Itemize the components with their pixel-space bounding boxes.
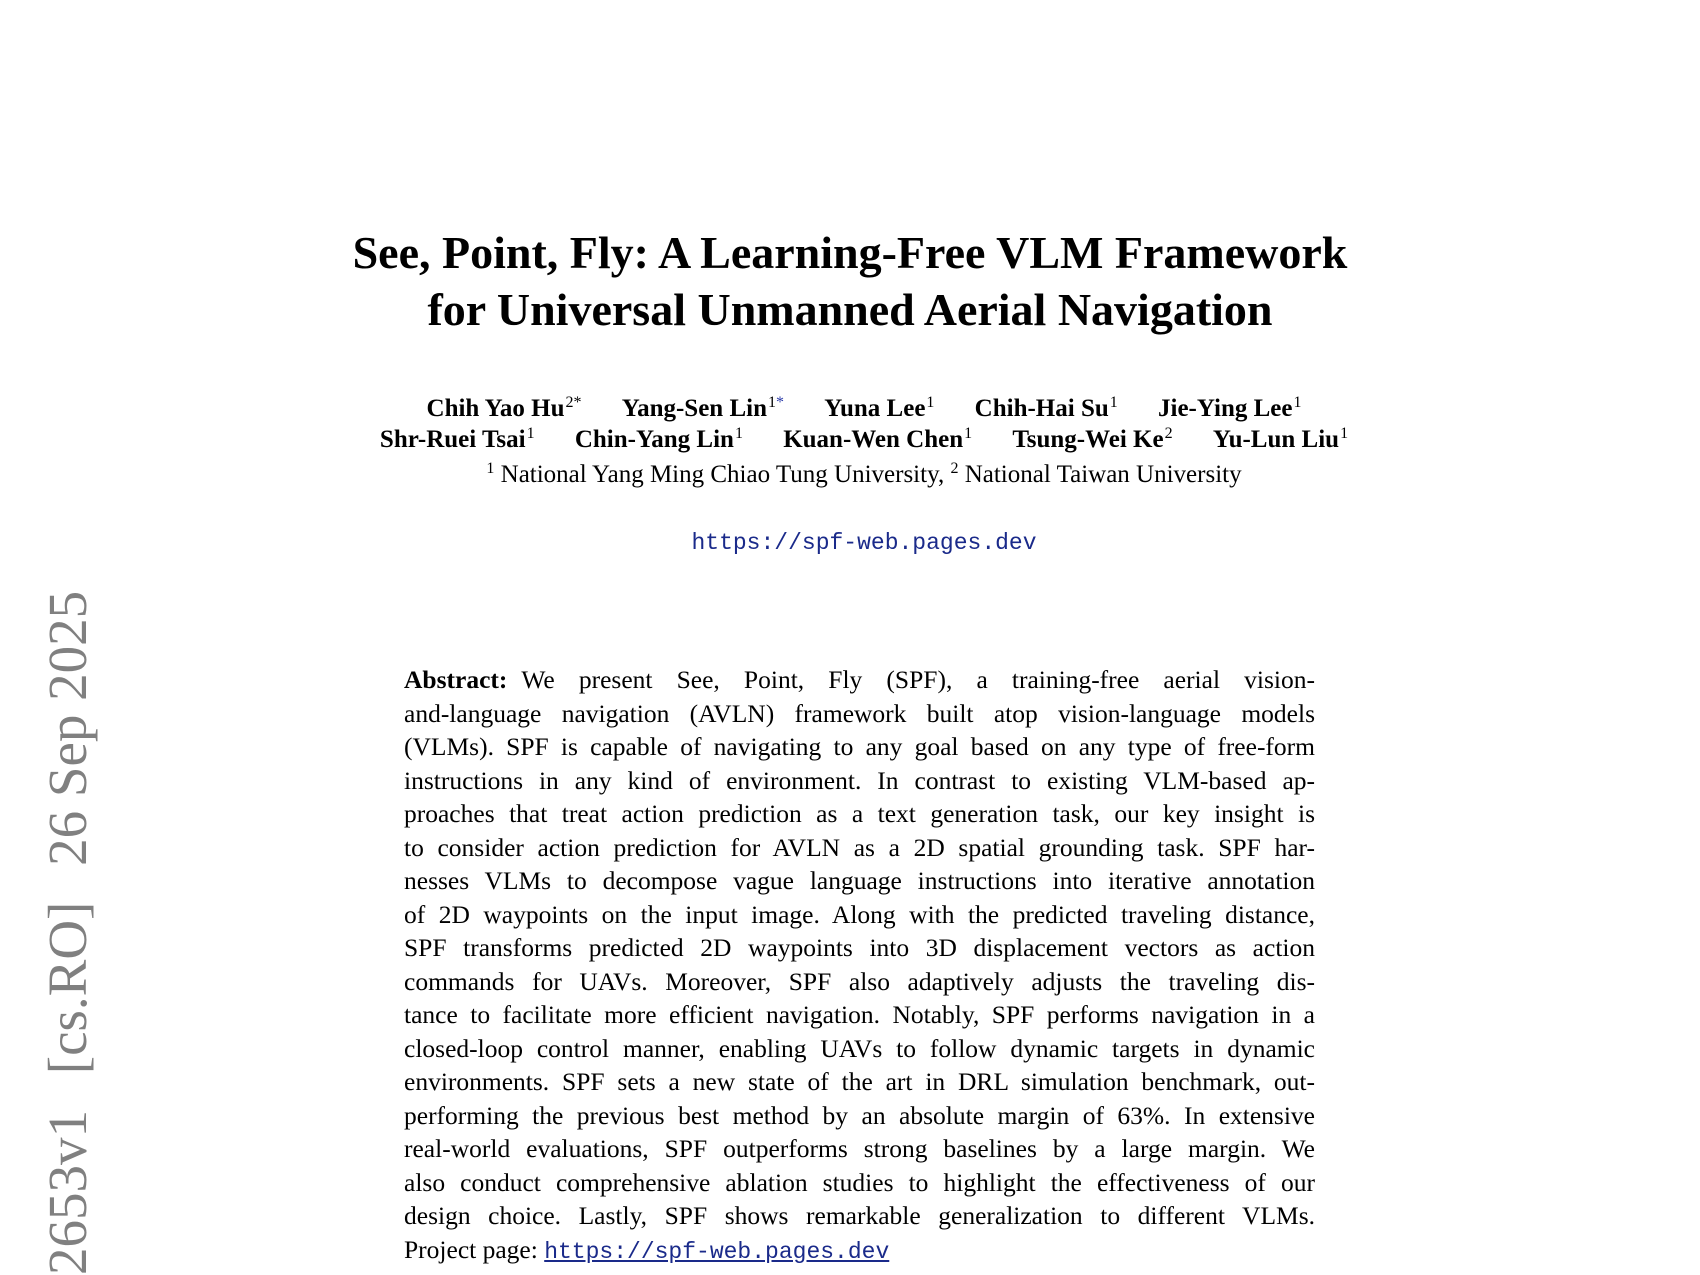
author: Shr-Ruei Tsai$^1$ [379,425,535,453]
author: Yuna Lee$^1$ [824,394,935,422]
abstract-line: commands for UAVs. Moreover, SPF also adaptively adjusts the traveling dis- [404,966,1315,996]
author: Chih Yao $Hu^{2*}$ [426,394,582,422]
title-line-1: See, Point, Fly: A Learning-Free VLM Framework [352,227,1348,278]
abstract-line: nesses VLMs to decompose vague language instructions into iterative annotation [404,866,1315,895]
author: Kuan-Wen Chen$^1$ [783,425,973,453]
equal-contribution-mark: * [573,394,582,411]
author-row-1 [0,393,1700,424]
author-list [0,393,1700,455]
abstract-line: SPF transforms predicted 2D waypoints into 3D displacement vectors as action [404,933,1315,962]
author: Chih-Hai Su$^1$ [974,394,1118,422]
paper-title [0,224,1700,338]
author: Jie-Ying Lee$^1$ [1158,394,1302,422]
arxiv-stamp [38,569,98,1275]
project-page-line [404,1233,1315,1267]
equal-contribution-footnote-link[interactable]: * [775,394,784,411]
arxiv-date: 26 Sep 2025 [37,590,98,866]
abstract-line: performing the previous best method by an absolute margin of 63%. In extensive [404,1100,1315,1130]
arxiv-category: [cs.RO] [37,901,98,1075]
author-row-2 [0,424,1700,455]
author: Yu-Lun Liu$^1$ [1212,425,1349,453]
affiliations: $^1$ National Yang Ming Chiao Tung University, $^2$ National Taiwan University [486,460,1242,488]
abstract-line: real-world evaluations, SPF outperforms strong baselines by a large margin. We [404,1134,1315,1163]
abstract-line: Abstract: We present See, Point, Fly (SPF), a training-free aerial vision- [404,665,1315,694]
title-line-2: for Universal Unmanned Aerial Navigation [427,284,1273,335]
project-page-label: Project page: [404,1234,538,1264]
abstract-line: closed-loop control manner, enabling UAVs to follow dynamic targets in dynamic [404,1033,1315,1063]
abstract [404,663,1315,1266]
abstract-line: instructions in any kind of environment. In contrast to existing VLM-based ap- [404,765,1315,795]
abstract-line: design choice. Lastly, SPF shows remarkable generalization to different VLMs. [404,1201,1315,1230]
abstract-line: (VLMs). SPF is capable of navigating to any goal based on any type of free-form [404,732,1315,761]
abstract-line: of 2D waypoints on the input image. Along with the predicted traveling distance, [404,899,1315,929]
abstract-line: environments. SPF sets a new state of the art in DRL simulation benchmark, out- [404,1067,1315,1096]
abstract-line: tance to facilitate more efficient navigation. Notably, SPF performs navigation in a [404,1000,1315,1029]
abstract-line: proaches that treat action prediction as a text generation task, our key insight is [404,799,1315,828]
affiliation-1: National Yang Ming Chiao Tung University, [500,461,945,488]
author: Chin-Yang Lin$^1$ [574,425,743,453]
affiliation-2: National Taiwan University [964,461,1242,488]
abstract-line: and-language navigation (AVLN) framework built atop vision-language models [404,698,1315,728]
author: Tsung-Wei Ke$^2$ [1012,425,1173,453]
abstract-line: also conduct comprehensive ablation studies to highlight the effectiveness of our [404,1167,1315,1197]
author: Yang-Sen Lin$^{1*}$ [621,394,784,422]
project-page-link[interactable]: https://spf-web.pages.dev [544,1238,890,1265]
abstract-line: to consider action prediction for AVLN as a 2D spatial grounding task. SPF har- [404,832,1315,862]
project-url-link[interactable]: https://spf-web.pages.dev [691,530,1037,556]
arxiv-id: 2653v1 [37,1110,98,1275]
abstract-label: Abstract: [404,665,508,694]
